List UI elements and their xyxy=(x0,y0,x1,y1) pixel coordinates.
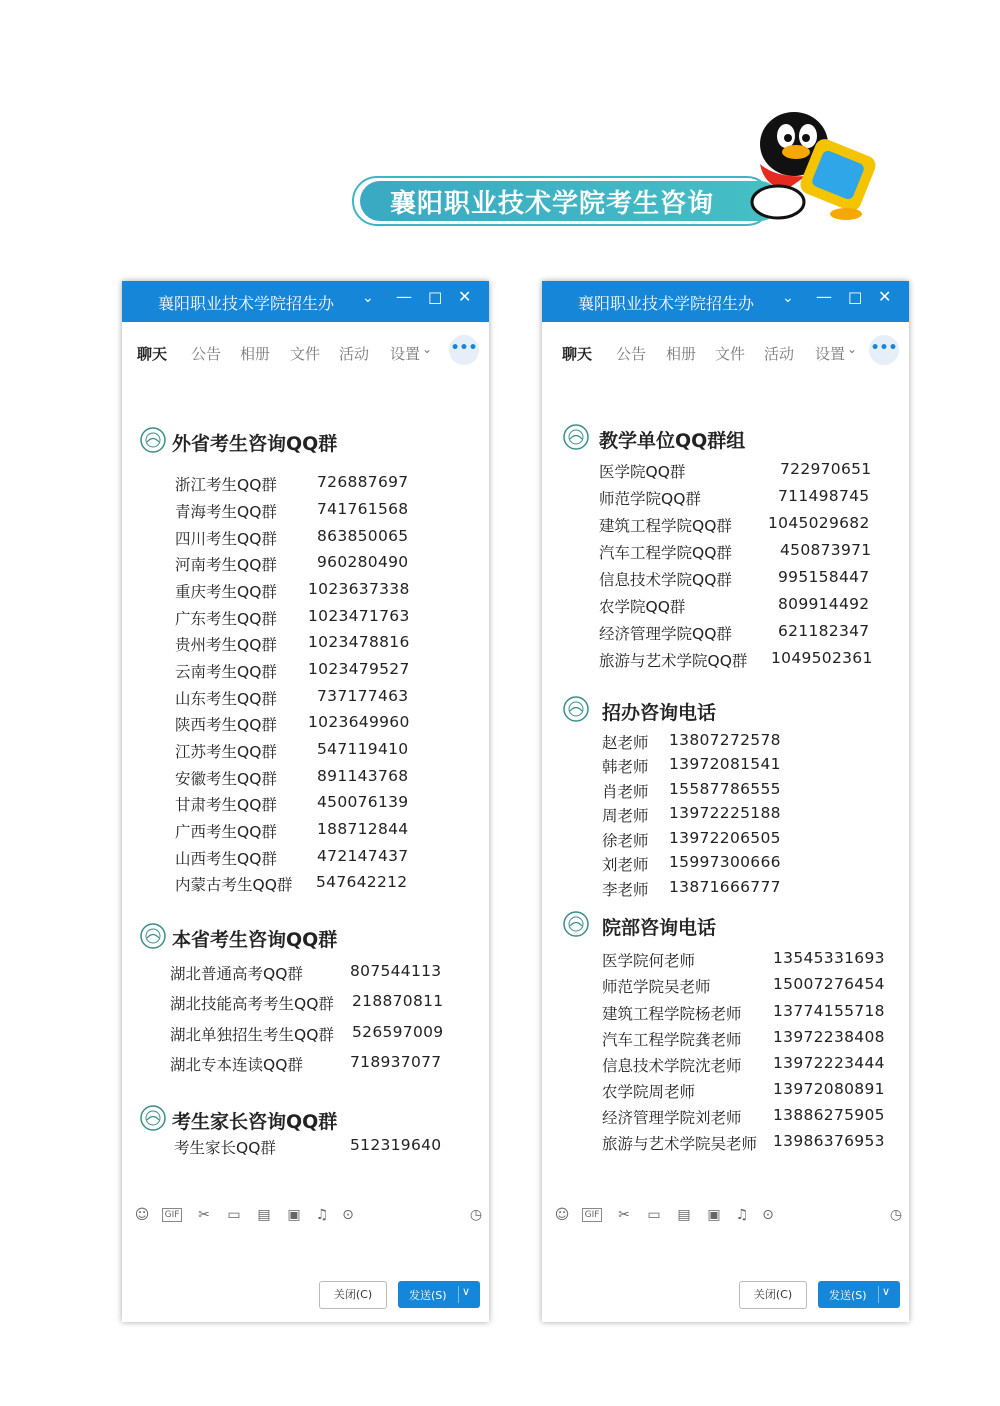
school-logo-icon xyxy=(140,427,166,453)
chevron-down-icon[interactable]: ∨ xyxy=(882,1285,891,1298)
chevron-down-icon[interactable]: ⌄ xyxy=(362,290,374,306)
tab-album[interactable]: 相册 xyxy=(666,345,697,363)
tab-bar xyxy=(542,333,909,373)
emoji-icon[interactable]: ☺ xyxy=(554,1207,570,1223)
section-title: 外省考生咨询QQ群 xyxy=(172,433,338,455)
tab-activity[interactable]: 活动 xyxy=(764,345,795,363)
section-title: 招办咨询电话 xyxy=(602,702,717,724)
school-logo-icon xyxy=(563,911,589,937)
history-clock-icon[interactable]: ◷ xyxy=(889,1207,903,1223)
section-title: 教学单位QQ群组 xyxy=(599,430,746,452)
image-list-icon[interactable]: ▤ xyxy=(677,1207,691,1223)
qq-penguin-mascot-icon xyxy=(746,106,881,226)
close-icon[interactable]: ✕ xyxy=(878,287,892,306)
gif-icon[interactable]: GIF xyxy=(162,1208,182,1222)
section-title: 考生家长咨询QQ群 xyxy=(172,1111,338,1133)
tab-notice[interactable]: 公告 xyxy=(191,345,222,363)
image-list-icon[interactable]: ▤ xyxy=(257,1207,271,1223)
tab-settings[interactable]: 设置 xyxy=(815,345,846,363)
send-divider xyxy=(878,1286,879,1303)
close-icon[interactable]: ✕ xyxy=(458,287,472,306)
minimize-icon[interactable]: — xyxy=(816,287,832,306)
send-divider xyxy=(458,1286,459,1303)
history-clock-icon[interactable]: ◷ xyxy=(469,1207,483,1223)
picture-icon[interactable]: ▣ xyxy=(287,1207,301,1223)
maximize-icon[interactable]: ☐ xyxy=(428,289,443,308)
tab-files[interactable]: 文件 xyxy=(715,345,746,363)
header-banner xyxy=(352,176,792,228)
chevron-down-icon[interactable]: ⌄ xyxy=(782,290,794,306)
gif-icon[interactable]: GIF xyxy=(582,1208,602,1222)
tab-notice[interactable]: 公告 xyxy=(616,345,647,363)
school-logo-icon xyxy=(563,424,589,450)
section-title: 院部咨询电话 xyxy=(602,917,717,939)
more-button[interactable]: ••• xyxy=(869,335,899,365)
qq-window-right: 襄阳职业技术学院招生办 ⌄ — ☐ ✕ 聊天 公告 相册 文件 活动 设置 ⌄ ••• 教学单位QQ群组 医学院QQ群 722970651 师范学院QQ群 711498745 建筑工程学院QQ群 1045029682 汽车工程学院QQ群 450873971 信息技术学院QQ群 995158447 农学院QQ群 809914492 经济管理学院QQ群 621182347 旅游与艺术学院QQ群 1049502361 招办咨询电话 赵老师 13807272578 韩老师 13972081541 肖老师 15587786555 周老师 13972225188 徐老师 13972206505 刘老师 15997300666 李老师 13871666777 院部咨询电话 医学院何老师 13545331693 师范学院吴老师 15007276454 建筑工程学院杨老师 13774155718 汽车工程学院龚老师 13972238408 信息技术学院沈老师 13972223444 农学院周老师 13972080891 经济管理学院刘老师 13886275905 旅游与艺术学院吴老师 13986376953 ☺ GIF ✂ ▭ ▤ ▣ ♫ ⊙ ◷ 关闭(C) 发送(S) ∨ xyxy=(542,281,909,1322)
tab-bar xyxy=(122,333,489,373)
section-title: 本省考生咨询QQ群 xyxy=(172,929,338,951)
window-title: 襄阳职业技术学院招生办 xyxy=(158,294,335,313)
tab-settings[interactable]: 设置 xyxy=(390,345,421,363)
close-button[interactable]: 关闭(C) xyxy=(739,1281,807,1309)
tab-files[interactable]: 文件 xyxy=(290,345,321,363)
chevron-down-icon[interactable]: ⌄ xyxy=(422,342,433,356)
minimize-icon[interactable]: — xyxy=(396,287,412,306)
chevron-down-icon[interactable]: ∨ xyxy=(462,1285,471,1298)
close-button[interactable]: 关闭(C) xyxy=(319,1281,387,1309)
more-options-icon[interactable]: ⊙ xyxy=(762,1207,774,1223)
picture-icon[interactable]: ▣ xyxy=(707,1207,721,1223)
tab-activity[interactable]: 活动 xyxy=(339,345,370,363)
send-button-label: 发送(S) xyxy=(829,1289,867,1302)
more-options-icon[interactable]: ⊙ xyxy=(342,1207,354,1223)
bell-off-icon[interactable]: ♫ xyxy=(315,1207,329,1223)
maximize-icon[interactable]: ☐ xyxy=(848,289,863,308)
input-toolbar xyxy=(550,1205,902,1229)
tab-chat[interactable]: 聊天 xyxy=(562,345,593,363)
scissors-icon[interactable]: ✂ xyxy=(618,1207,630,1223)
school-logo-icon xyxy=(563,696,589,722)
window-title: 襄阳职业技术学院招生办 xyxy=(578,294,755,313)
bell-off-icon[interactable]: ♫ xyxy=(735,1207,749,1223)
folder-icon[interactable]: ▭ xyxy=(227,1207,241,1223)
qq-window-left: 襄阳职业技术学院招生办 ⌄ — ☐ ✕ 聊天 公告 相册 文件 活动 设置 ⌄ ••• 外省考生咨询QQ群 浙江考生QQ群 726887697 青海考生QQ群 741761568 四川考生QQ群 863850065 河南考生QQ群 960280490 重庆考生QQ群 1023637338 广东考生QQ群 1023471763 贵州考生QQ群 1023478816 云南考生QQ群 1023479527 山东考生QQ群 737177463 陕西考生QQ群 1023649960 江苏考生QQ群 547119410 安徽考生QQ群 891143768 甘肃考生QQ群 450076139 广西考生QQ群 188712844 山西考生QQ群 472147437 内蒙古考生QQ群 547642212 本省考生咨询QQ群 湖北普通高考QQ群 807544113 湖北技能高考考生QQ群 218870811 湖北单独招生考生QQ群 526597009 湖北专本连读QQ群 718937077 考生家长咨询QQ群 考生家长QQ群 512319640 ☺ GIF ✂ ▭ ▤ ▣ ♫ ⊙ ◷ 关闭(C) 发送(S) ∨ xyxy=(122,281,489,1322)
school-logo-icon xyxy=(140,1105,166,1131)
scissors-icon[interactable]: ✂ xyxy=(198,1207,210,1223)
emoji-icon[interactable]: ☺ xyxy=(134,1207,150,1223)
folder-icon[interactable]: ▭ xyxy=(647,1207,661,1223)
more-button[interactable]: ••• xyxy=(449,335,479,365)
tab-chat[interactable]: 聊天 xyxy=(137,345,168,363)
chevron-down-icon[interactable]: ⌄ xyxy=(847,342,858,356)
school-logo-icon xyxy=(140,923,166,949)
send-button[interactable] xyxy=(818,1281,900,1308)
window-titlebar xyxy=(542,281,909,322)
tab-album[interactable]: 相册 xyxy=(240,345,271,363)
send-button[interactable] xyxy=(398,1281,480,1308)
input-toolbar xyxy=(130,1205,482,1229)
window-titlebar xyxy=(122,281,489,322)
send-button-label: 发送(S) xyxy=(409,1289,447,1302)
banner-title: 襄阳职业技术学院考生咨询 xyxy=(390,189,715,219)
